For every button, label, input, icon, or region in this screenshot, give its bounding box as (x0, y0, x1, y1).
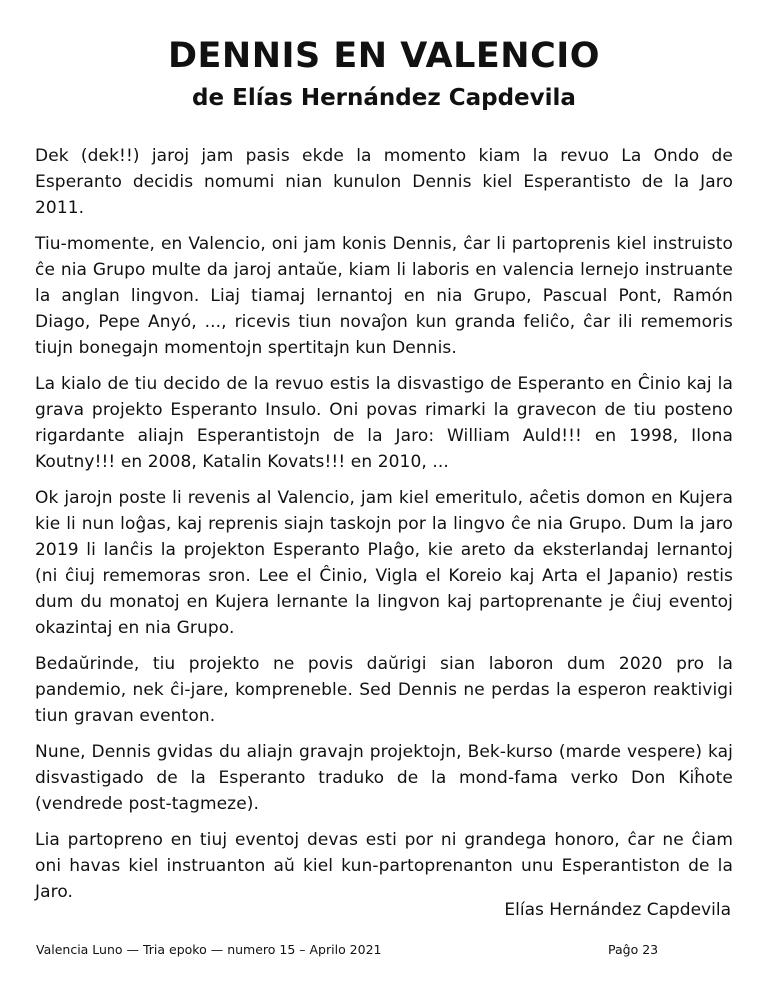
paragraph: Lia partopreno en tiuj eventoj devas esti por ni grandega honoro, ĉar ne ĉiam oni havas kiel instruanton aŭ kiel kun-partoprenanton unu Esperantiston de la Jaro. (35, 830, 733, 902)
footer-publication: Valencia Luno — Tria epoko — numero 15 – Aprilo 2021 (36, 942, 382, 957)
paragraph: La kialo de tiu decido de la revuo estis la disvastigo de Esperanto en Ĉinio kaj la grava projekto Esperanto Insulo. Oni povas rimarki la gravecon de tiu posteno rigardante aliajn Esperantistojn de la Jaro: William Auld!!! en 1998, Ilona Koutny!!! en 2008, Katalin Kovats!!! en 2010, ... (35, 374, 733, 472)
paragraph: Ok jarojn poste li revenis al Valencio, jam kiel emeritulo, aĉetis domon en Kujera kie li nun loĝas, kaj reprenis siajn taskojn por la lingvo ĉe nia Grupo. Dum la jaro 2019 li lanĉis la projekton Esperanto Plaĝo, kie areto da eksterlandaj lernantoj (ni ĉiuj rememoras sron. Lee el Ĉinio, Vigla el Koreio kaj Arta el Japanio) restis dum du monatoj en Kujera lernante la lingvon kaj partoprenante je ĉiuj eventoj okazintaj en nia Grupo. (35, 488, 733, 638)
footer-page-number: Paĝo 23 (608, 942, 659, 957)
paragraph: Bedaŭrinde, tiu projekto ne povis daŭrigi sian laboron dum 2020 pro la pandemio, nek ĉi-jare, kompreneble. Sed Dennis ne perdas la esperon reaktivigi tiun gravan eventon. (35, 654, 733, 726)
paragraph: Nune, Dennis gvidas du aliajn gravajn projektojn, Bek-kurso (marde vespere) kaj disvastigado de la Esperanto traduko de la mond-fama verko Don Kiĥote (vendrede post-tagmeze). (35, 742, 733, 814)
paragraph: Dek (dek!!) jaroj jam pasis ekde la momento kiam la revuo La Ondo de Esperanto decidis nomumi nian kunulon Dennis kiel Esperantisto de la Jaro 2011. (35, 146, 733, 218)
paragraph: Tiu-momente, en Valencio, oni jam konis Dennis, ĉar li partoprenis kiel instruisto ĉe nia Grupo multe da jaroj antaŭe, kiam li laboris en valencia lernejo instruante la anglan lingvon. Liaj tiamaj lernantoj en nia Grupo, Pascual Pont, Ramón Diago, Pepe Anyó, ..., ricevis tiun novaĵon kun granda feliĉo, ĉar ili rememoris tiujn bonegajn momentojn spertitajn kun Dennis. (35, 234, 733, 358)
article-byline: de Elías Hernández Capdevila (192, 85, 576, 111)
article-title: DENNIS EN VALENCIO (167, 36, 601, 76)
article-body (35, 143, 733, 915)
author-signature: Elías Hernández Capdevila (504, 900, 731, 920)
